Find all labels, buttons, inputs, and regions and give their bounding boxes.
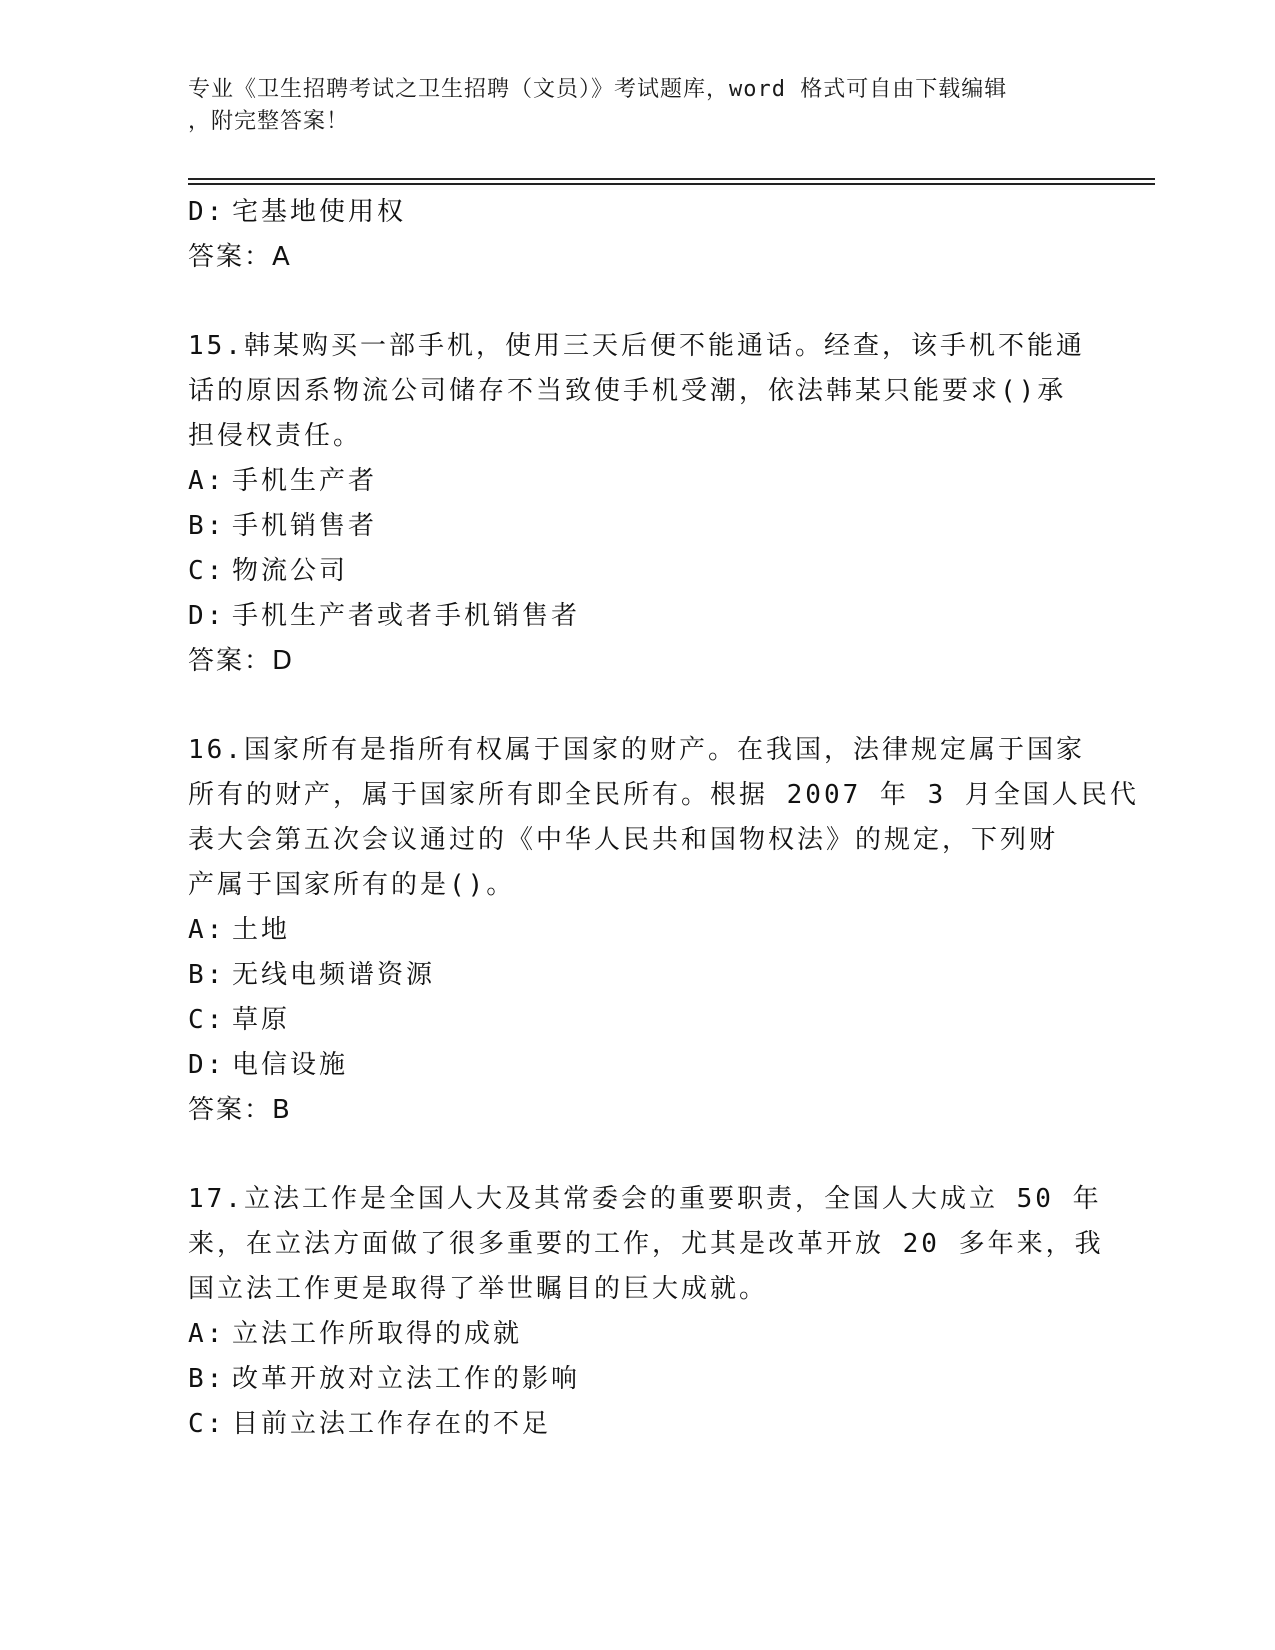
stem-line: 15.韩某购买一部手机，使用三天后便不能通话。经查，该手机不能通 <box>188 331 1085 361</box>
option-c <box>188 549 1068 594</box>
stem-line: 所有的财产，属于国家所有即全民所有。根据 2007 年 3 月全国人民代 <box>188 780 1139 810</box>
question-17 <box>188 1177 1104 1447</box>
option-key: A: <box>188 1319 226 1349</box>
answer-line: 答案：A <box>188 242 292 272</box>
option-key: B: <box>188 1364 226 1394</box>
header-line-2: ，附完整答案！ <box>188 109 350 134</box>
document-header <box>188 74 1068 138</box>
question-15 <box>188 324 1085 684</box>
previous-question-tail <box>188 190 1068 280</box>
option-text: 宅基地使用权 <box>232 197 407 227</box>
header-line-1: 专业《卫生招聘考试之卫生招聘（文员）》考试题库，word 格式可自由下载编辑 <box>188 77 1008 102</box>
question-stem <box>188 728 1139 908</box>
option-text: 物流公司 <box>232 556 349 586</box>
option-text: 土地 <box>232 915 291 945</box>
option-key: D: <box>188 197 226 227</box>
option-c <box>188 998 1068 1043</box>
stem-line: 产属于国家所有的是()。 <box>188 870 516 900</box>
option-text: 电信设施 <box>232 1050 349 1080</box>
option-text: 草原 <box>232 1005 291 1035</box>
stem-line: 担侵权责任。 <box>188 421 363 451</box>
option-key: B: <box>188 960 226 990</box>
option-text: 手机销售者 <box>232 511 378 541</box>
option-b <box>188 1357 1068 1402</box>
option-key: C: <box>188 1005 226 1035</box>
option-text: 手机生产者 <box>232 466 378 496</box>
option-key: D: <box>188 1050 226 1080</box>
stem-line: 17.立法工作是全国人大及其常委会的重要职责，全国人大成立 50 年 <box>188 1184 1102 1214</box>
option-d <box>188 1043 1068 1088</box>
option-key: A: <box>188 466 226 496</box>
option-d <box>188 190 1068 235</box>
answer-line: 答案：B <box>188 1095 292 1125</box>
option-b <box>188 953 1068 998</box>
option-text: 手机生产者或者手机销售者 <box>232 601 581 631</box>
option-text: 无线电频谱资源 <box>232 960 436 990</box>
option-key: D: <box>188 601 226 631</box>
question-list <box>188 190 1139 1447</box>
option-d <box>188 594 1068 639</box>
stem-line: 国立法工作更是取得了举世瞩目的巨大成就。 <box>188 1274 769 1304</box>
header-divider-top <box>188 178 1155 180</box>
option-text: 目前立法工作存在的不足 <box>232 1409 552 1439</box>
stem-line: 表大会第五次会议通过的《中华人民共和国物权法》的规定，下列财 <box>188 825 1059 855</box>
header-divider-bottom <box>188 183 1155 185</box>
question-16 <box>188 728 1139 1133</box>
option-a <box>188 908 1068 953</box>
option-key: C: <box>188 1409 226 1439</box>
option-b <box>188 504 1068 549</box>
option-text: 立法工作所取得的成就 <box>232 1319 523 1349</box>
stem-line: 16.国家所有是指所有权属于国家的财产。在我国，法律规定属于国家 <box>188 735 1085 765</box>
stem-line: 话的原因系物流公司储存不当致使手机受潮，依法韩某只能要求()承 <box>188 376 1067 406</box>
option-a <box>188 459 1068 504</box>
option-key: C: <box>188 556 226 586</box>
question-stem <box>188 324 1085 459</box>
option-a <box>188 1312 1068 1357</box>
stem-line: 来，在立法方面做了很多重要的工作，尤其是改革开放 20 多年来，我 <box>188 1229 1104 1259</box>
option-c <box>188 1402 1068 1447</box>
question-stem <box>188 1177 1104 1312</box>
option-key: A: <box>188 915 226 945</box>
answer-line: 答案：D <box>188 646 295 676</box>
option-key: B: <box>188 511 226 541</box>
option-text: 改革开放对立法工作的影响 <box>232 1364 581 1394</box>
